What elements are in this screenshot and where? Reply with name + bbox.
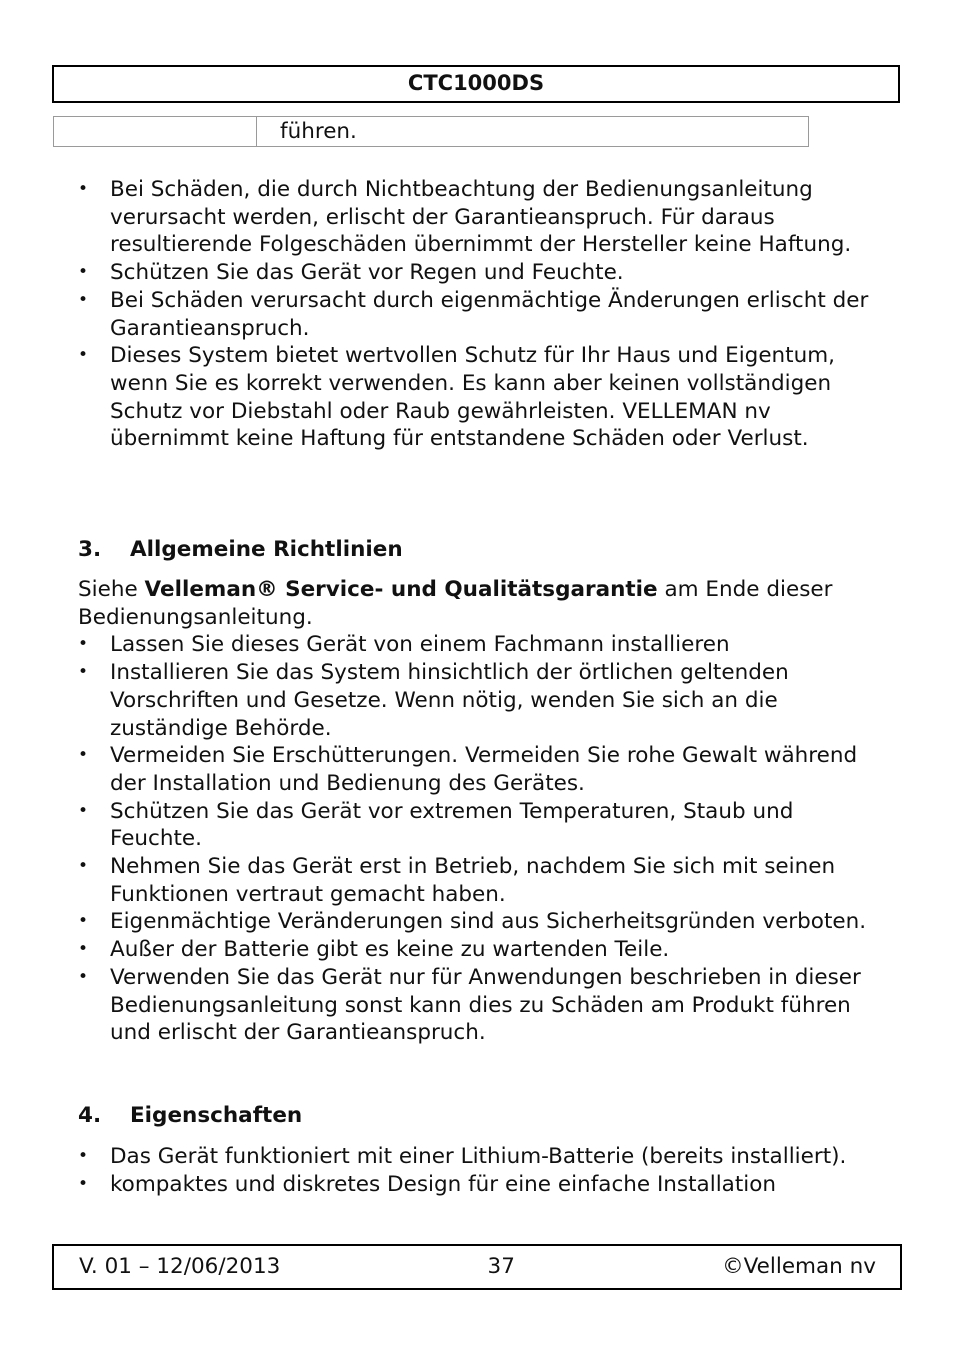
- intro-bullet-list: [78, 176, 878, 453]
- section-3-body: [78, 576, 878, 1047]
- table-cell-empty: [54, 117, 257, 146]
- intro-prefix: Siehe: [78, 577, 145, 602]
- model-title: CTC1000DS: [407, 71, 545, 96]
- list-item: • Schützen Sie das Gerät vor extremen Temperaturen, Staub und Feuchte.: [78, 798, 878, 853]
- list-item: • Nehmen Sie das Gerät erst in Betrieb, nachdem Sie sich mit seinen Funktionen vertraut gemacht haben.: [78, 853, 878, 908]
- document-footer: [52, 1244, 902, 1290]
- list-item: • Dieses System bietet wertvollen Schutz für Ihr Haus und Eigentum, wenn Sie es korrekt verwenden. Es kann aber keinen vollständigen Schutz vor Diebstahl oder Raub gewährleisten. VELLEMAN nv übernimmt keine Haftung für entstandene Schäden oder Verlust.: [78, 342, 878, 453]
- list-item: • Lassen Sie dieses Gerät von einem Fachmann installieren: [78, 631, 878, 659]
- list-item: • kompaktes und diskretes Design für eine einfache Installation: [78, 1171, 878, 1199]
- list-item: • Bei Schäden, die durch Nichtbeachtung der Bedienungsanleitung verursacht werden, erlischt der Garantieanspruch. Für daraus resultierende Folgeschäden übernimmt der Hersteller keine Haftung.: [78, 176, 878, 259]
- section-title: Allgemeine Richtlinien: [130, 537, 403, 562]
- footer-copyright: ©Velleman nv: [722, 1254, 876, 1280]
- list-item: • Installieren Sie das System hinsichtlich der örtlichen geltenden Vorschriften und Gesetze. Wenn nötig, wenden Sie sich an die zuständige Behörde.: [78, 659, 878, 742]
- section-number: 4.: [78, 1103, 102, 1128]
- list-item: • Vermeiden Sie Erschütterungen. Vermeiden Sie rohe Gewalt während der Installation und Bedienung des Gerätes.: [78, 742, 878, 797]
- intro-suffix: am Ende dieser Bedienungsanleitung.: [78, 577, 833, 630]
- section-3-heading: [78, 536, 878, 564]
- continuation-table: [53, 116, 809, 147]
- section-4-bullet-list: [78, 1143, 878, 1198]
- section-4-heading: [78, 1102, 878, 1130]
- section-title: Eigenschaften: [130, 1103, 303, 1128]
- intro-bullet-list-block: [78, 176, 878, 453]
- section-3-bullet-list: [78, 631, 878, 1047]
- section-4-body: [78, 1143, 878, 1198]
- list-item: • Schützen Sie das Gerät vor Regen und Feuchte.: [78, 259, 878, 287]
- table-cell-text: führen.: [280, 119, 357, 144]
- list-item: • Das Gerät funktioniert mit einer Lithium-Batterie (bereits installiert).: [78, 1143, 878, 1171]
- footer-version: V. 01 – 12/06/2013: [79, 1254, 281, 1280]
- section-number: 3.: [78, 537, 102, 562]
- list-item: • Außer der Batterie gibt es keine zu wartenden Teile.: [78, 936, 878, 964]
- intro-bold: Velleman® Service- und Qualitätsgarantie: [144, 577, 658, 602]
- footer-page-number: 37: [487, 1254, 515, 1280]
- list-item: • Eigenmächtige Veränderungen sind aus Sicherheitsgründen verboten.: [78, 908, 878, 936]
- list-item: • Verwenden Sie das Gerät nur für Anwendungen beschrieben in dieser Bedienungsanleitung sonst kann dies zu Schäden am Produkt führen und erlischt der Garantieanspruch.: [78, 964, 878, 1047]
- document-header: [52, 65, 900, 103]
- section-3-intro: [78, 576, 878, 631]
- list-item: • Bei Schäden verursacht durch eigenmächtige Änderungen erlischt der Garantieanspruch.: [78, 287, 878, 342]
